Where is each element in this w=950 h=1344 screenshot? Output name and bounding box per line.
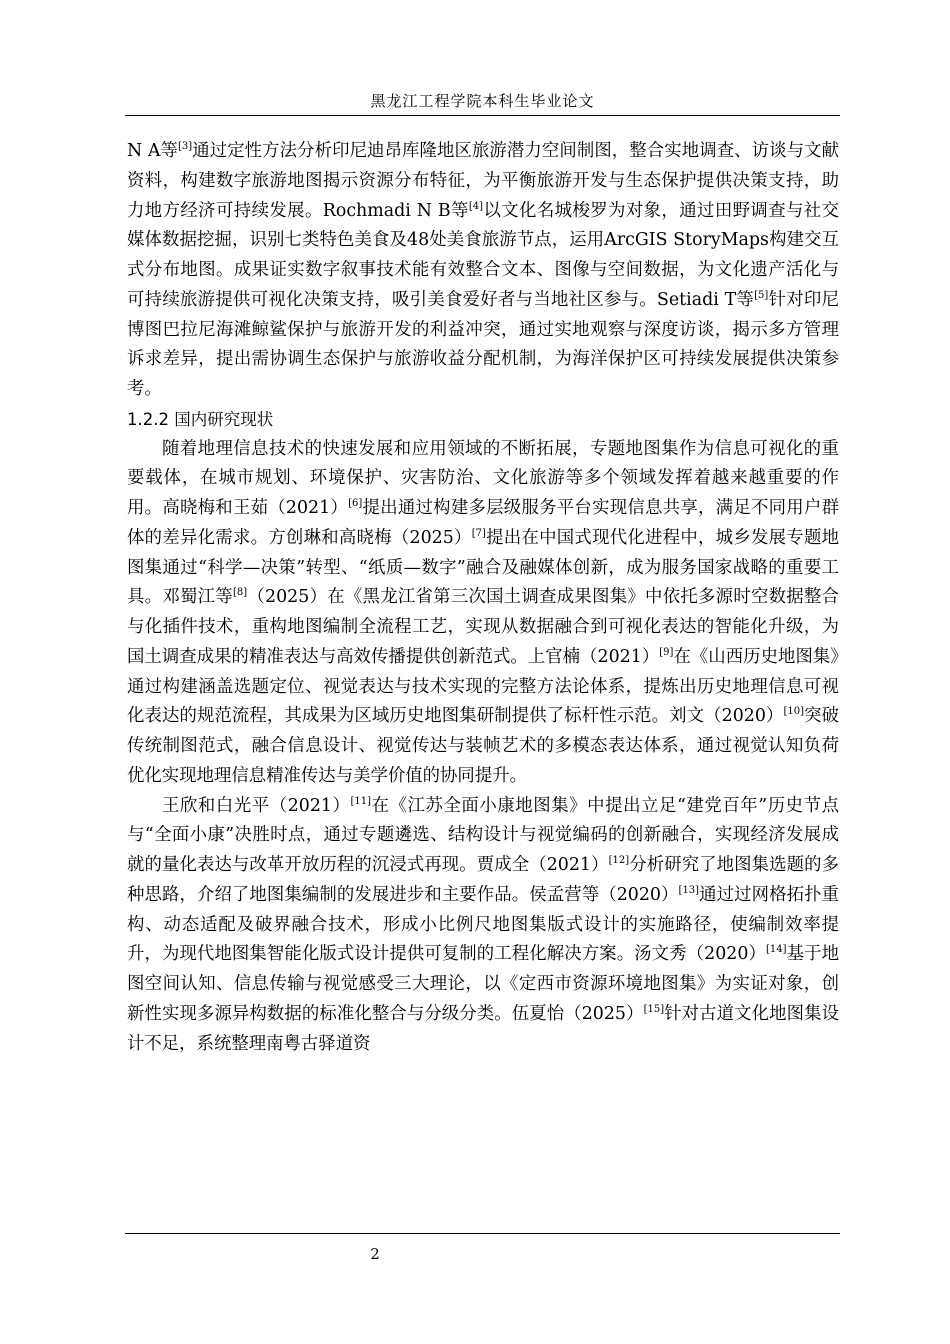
body-paragraph — [127, 435, 839, 792]
text-run: 王欣和白光平（2021） — [162, 795, 351, 816]
citation-ref: [11] — [350, 795, 372, 807]
text-run: 以文化名城梭罗为对象，通过田野调查与社交媒体数据挖掘，识别七类特色美食及48处美食旅游节点，运用ArcGIS StoryMaps构建交互式分布地图。成果证实数字叙事技术能有效整合文本、图像与空间数据，为文化遗产活化与可持续旅游提供可视化决策支持，吸引美食爱好者与当地社区参与。Setiadi T等 — [127, 200, 839, 310]
text-run: （2025）在《黑龙江省第三次国土调查成果图集》中依托多源时空数据整合与化插件技术，重构地图编制全流程工艺，实现从数据融合到可视化表达的智能化升级，为国土调查成果的精准表达与高效传播提供创新范式。上官楠（2021） — [127, 587, 839, 667]
text-run: 随着地理信息技术的快速发展和应用领域的不断拓展，专题地图集作为信息可视化的重要载体，在城市规划、环境保护、灾害防治、文化旅游等多个领域发挥着越来越重要的作用。高晓梅和王茹（2021） — [127, 438, 839, 518]
citation-ref: [14] — [765, 944, 787, 956]
text-run: 针对印尼博图巴拉尼海滩鲸鲨保护与旅游开发的利益冲突，通过实地观察与深度访谈，揭示多方管理诉求差异，提出需协调生态保护与旅游收益分配机制，为海洋保护区可持续发展提供决策参考。 — [127, 289, 839, 399]
citation-ref: [5] — [754, 289, 769, 301]
body-text — [127, 137, 839, 1059]
citation-ref: [13] — [678, 884, 700, 896]
footer-rule — [125, 1233, 840, 1234]
text-run: 在《山西历史地图集》通过构建涵盖选题定位、视觉表达与技术实现的完整方法论体系，提炼出历史地理信息可视化表达的规范流程，其成果为区域历史地图集研制提供了标杆性示范。刘文（2020） — [127, 646, 839, 727]
citation-ref: [8] — [232, 587, 248, 599]
text-run: 通过定性方法分析印尼迪昂库隆地区旅游潜力空间制图，整合实地调查、访谈与文献资料，构建数字旅游地图揭示资源分布特征，为平衡旅游开发与生态保护提供决策支持，助力地方经济可持续发展。Rochmadi N B等 — [127, 141, 839, 221]
text-run: 针对古道文化地图集设计不足，系统整理南粤古驿道资 — [127, 1003, 839, 1054]
section-heading: 1.2.2 国内研究现状 — [127, 409, 274, 429]
running-header: 黑龙江工程学院本科生毕业论文 — [370, 92, 595, 110]
body-paragraph — [127, 792, 839, 1060]
text-run: 突破传统制图范式，融合信息设计、视觉传达与装帧艺术的多模态表达体系，通过视觉认知负荷优化实现地理信息精准传达与美学价值的协同提升。 — [127, 706, 839, 786]
citation-ref: [15] — [643, 1003, 665, 1015]
page-number: 2 — [370, 1245, 380, 1263]
citation-ref: [7] — [471, 527, 486, 539]
text-run: 在《江苏全面小康地图集》中提出立足“建党百年”历史节点与“全面小康”决胜时点，通过专题遴选、结构设计与视觉编码的创新融合，实现经济发展成就的量化表达与改革开放历程的沉浸式再现。贾成全（2021） — [127, 795, 839, 875]
citation-ref: [3] — [177, 141, 193, 152]
body-paragraph — [127, 137, 839, 405]
text-run: 基于地图空间认知、信息传输与视觉感受三大理论，以《定西市资源环境地图集》为实证对象，创新性实现多源异构数据的标准化整合与分级分类。伍夏怡（2025） — [127, 944, 839, 1024]
text-run: 提出通过构建多层级服务平台实现信息共享，满足不同用户群体的差异化需求。方创琳和高晓梅（2025） — [127, 498, 839, 548]
text-run: 分析研究了地图集选题的多种思路，介绍了地图集编制的发展进步和主要作品。侯孟营等（2020） — [127, 855, 839, 905]
citation-ref: [12] — [608, 855, 630, 866]
citation-ref: [4] — [468, 200, 484, 212]
text-run: N A等 — [127, 141, 178, 161]
header-rule — [125, 115, 840, 116]
text-run: 提出在中国式现代化进程中，城乡发展专题地图集通过“科学—决策”转型、“纸质—数字”融合及融媒体创新，成为服务国家战略的重要工具。邓蜀江等 — [127, 527, 839, 608]
citation-ref: [10] — [783, 706, 805, 718]
text-run: 通过过网格拓扑重构、动态适配及破界融合技术，形成小比例尺地图集版式设计的实施路径，使编制效率提升，为现代地图集智能化版式设计提供可复制的工程化解决方案。汤文秀（2020） — [127, 884, 839, 965]
citation-ref: [6] — [348, 498, 363, 509]
citation-ref: [9] — [659, 646, 674, 658]
